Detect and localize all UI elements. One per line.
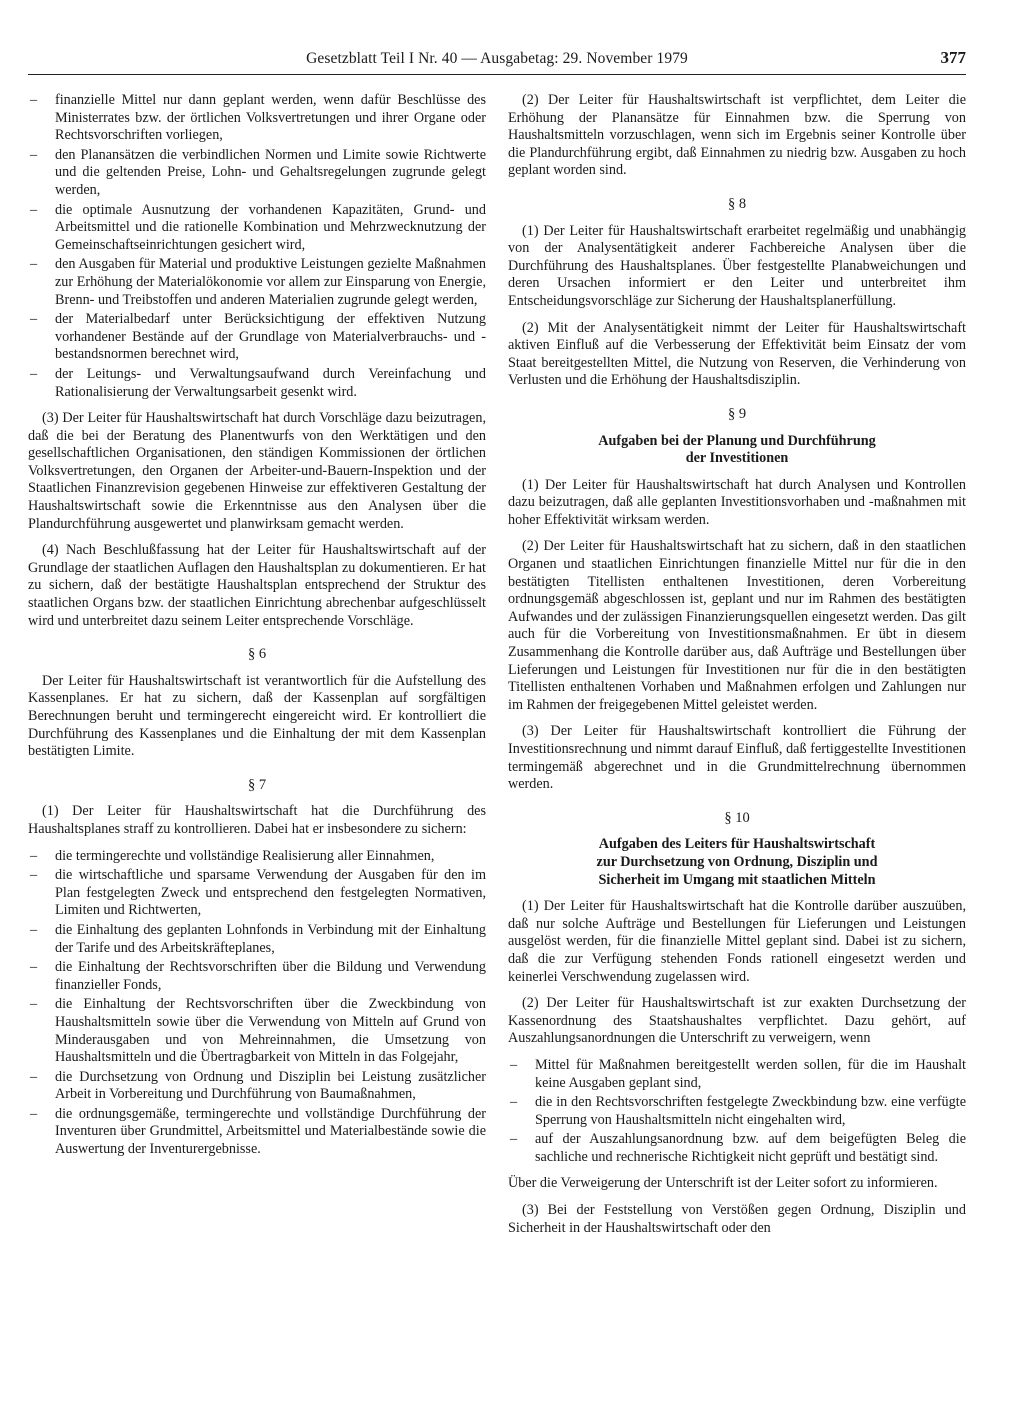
paragraph: (2) Der Leiter für Haushaltswirtschaft hat zu sichern, daß in den staatlichen Organen und staatlichen Einrichtungen finanzielle Mittel nur für die in den bestätigten Titellisten enthaltenen Investitionen, deren Vorbereitung ordnungsgemäß abgeschlossen ist, geplant und nur im Rahmen des bestätigten Aufwandes und der zulässigen Finanzierungsquellen eingesetzt werden. Das gilt auch für die Vorbereitung von Investitionsmaßnahmen. Er übt in diesem Zusammenhang die Kontrolle darüber aus, daß Aufträge und Bestellungen über Lieferungen und Leistungen für Investitionen nur für die in den bestätigten Titellisten enthaltenen Vorhaben und Maßnahmen erfolgen und Zahlungen nur im Rahmen der freigegebenen Mittel geleistet werden. (508, 538, 966, 713)
page-header (28, 48, 966, 75)
signature-refusal-list (508, 1057, 966, 1167)
list-item: – den Planansätzen die verbindlichen Normen und Limite sowie Richtwerte und die geltenden Preise, Lohn- und Gehaltsregelungen zugrunde gelegt werden, (28, 147, 486, 200)
paragraph: (1) Der Leiter für Haushaltswirtschaft hat die Kontrolle darüber auszuüben, daß nur solche Aufträge und Bestellungen für Lieferungen und Leistungen ausgelöst werden, für die finanzielle Mittel geplant sind. Dabei ist zu sichern, daß die zur Verfügung stehenden Fonds rationell eingesetzt werden und keinerlei Verschwendung zugelassen wird. (508, 898, 966, 985)
section-7-title: § 7 (247, 776, 267, 793)
list-item: – die Einhaltung des geplanten Lohnfonds in Verbindung mit der Einhaltung der Tarife und des Arbeitskräfteplanes, (28, 922, 486, 957)
list-item: – die in den Rechtsvorschriften festgelegte Zweckbindung bzw. eine verfügte Sperrung von Haushaltsmitteln nicht eingehalten wird, (508, 1094, 966, 1129)
control-duties-list (28, 848, 486, 1159)
section-9-title: § 9 (727, 405, 747, 422)
list-item: – die wirtschaftliche und sparsame Verwendung der Ausgaben für den im Plan festgelegten Zweck und entsprechend den festgelegten Normativen, Limiten und Richtwerten, (28, 867, 486, 920)
list-item: – die termingerechte und vollständige Realisierung aller Einnahmen, (28, 848, 486, 866)
list-item: – Mittel für Maßnahmen bereitgestellt werden sollen, für die im Haushalt keine Ausgaben geplant sind, (508, 1057, 966, 1092)
section-6-title: § 6 (247, 646, 267, 663)
list-item: – die Einhaltung der Rechtsvorschriften über die Zweckbindung von Haushaltsmitteln sowie über die Verwendung von Mitteln auf Grund von Minderausgaben und von Mehreinnahmen, die Umsetzung von Haushaltsmitteln und die Übertragbarkeit von Mitteln in das Folgejahr, (28, 996, 486, 1066)
budget-planning-list (28, 92, 486, 401)
paragraph: (1) Der Leiter für Haushaltswirtschaft hat die Durchführung des Haushaltsplanes straff zu kontrollieren. Dabei hat er insbesondere zu sichern: (28, 803, 486, 837)
paragraph: (2) Mit der Analysentätigkeit nimmt der Leiter für Haushaltswirtschaft aktiven Einfluß auf die Verbesserung der Effektivität beim Einsatz der vom Staat bereitgestellten Mittel, die Nutzung von Reserven, die Verhinderung von Verlusten und die Erhöhung der Haushaltsdisziplin. (508, 319, 966, 389)
section-8-title: § 8 (727, 195, 747, 212)
paragraph: (2) Der Leiter für Haushaltswirtschaft ist verpflichtet, dem Leiter die Erhöhung der Planansätze für Einnahmen bzw. die Sperrung von Haushaltsmitteln vorzuschlagen, wenn sich im Ergebnis seiner Kontrolle über die Plandurchführung ergibt, daß Einnahmen zu niedrig bzw. Ausgaben zu hoch geplant worden sind. (508, 92, 966, 179)
heading-line: Aufgaben des Leiters für Haushaltswirtschaft (598, 836, 876, 853)
heading-line: der Investitionen (685, 450, 789, 467)
right-column (508, 92, 966, 1246)
paragraph: (3) Der Leiter für Haushaltswirtschaft kontrolliert die Führung der Investitionsrechnung und nimmt darauf Einfluß, daß fertiggestellte Investitionen termingemäß abgerechnet und in die Grundmittelrechnung übernommen werden. (508, 723, 966, 793)
list-item: – der Leitungs- und Verwaltungsaufwand durch Vereinfachung und Rationalisierung der Verwaltungsarbeit gesenkt wird. (28, 366, 486, 401)
list-item: – den Ausgaben für Material und produktive Leistungen gezielte Maßnahmen zur Erhöhung der Materialökonomie vor allem zur Einsparung von Energie, Brenn- und Treibstoffen und anderen Materialien zugrunde gelegt werden, (28, 256, 486, 309)
list-item: – finanzielle Mittel nur dann geplant werden, wenn dafür Beschlüsse des Ministerrates bzw. der örtlichen Volksvertretungen und ihrer Organe oder Rechtsvorschriften vorliegen, (28, 92, 486, 145)
page-number: 377 (940, 48, 966, 67)
paragraph: Der Leiter für Haushaltswirtschaft ist verantwortlich für die Aufstellung des Kassenplanes. Er hat zu sichern, daß der Kassenplan auf sorgfältigen Berechnungen beruht und termingerecht eingereicht wird. Er kontrolliert die Durchführung des Kassenplanes und die Einhaltung der mit dem Kassenplan bestätigten Limite. (28, 672, 486, 760)
paragraph: (4) Nach Beschlußfassung hat der Leiter für Haushaltswirtschaft auf der Grundlage der staatlichen Auflagen den Haushaltsplan zu dokumentieren. Er hat zu sichern, daß der bestätigte Haushaltsplan entsprechend der Struktur des staatlichen Organs bzw. der staatlichen Einrichtung abrechenbar aufgeschlüsselt wird und unterbreitet dazu seinem Leiter entsprechende Vorschläge. (28, 542, 486, 629)
list-item: – die optimale Ausnutzung der vorhandenen Kapazitäten, Grund- und Arbeitsmittel und die rationelle Kombination und Mehrzwecknutzung der Gemeinschaftseinrichtungen gesichert wird, (28, 202, 486, 255)
heading-line: zur Durchsetzung von Ordnung, Disziplin und (596, 853, 878, 870)
heading-line: Sicherheit im Umgang mit staatlichen Mitteln (598, 871, 876, 888)
header-title: Gesetzblatt Teil I Nr. 40 — Ausgabetag: 29. November 1979 (306, 50, 688, 67)
paragraph: (1) Der Leiter für Haushaltswirtschaft erarbeitet regelmäßig und unabhängig von der Analysentätigkeit anderer Fachbereiche Analysen über die Durchführung des Haushaltsplanes. Über festgestellte Planabweichungen und deren Ursachen informiert er den Leiter und unterbreitet ihm Entscheidungsvorschläge zur Sicherung der Haushaltsplanerfüllung. (508, 222, 966, 309)
paragraph: (3) Der Leiter für Haushaltswirtschaft hat durch Vorschläge dazu beizutragen, daß die bei der Beratung des Planentwurfs von den Werktätigen und den gesellschaftlichen Organisationen, den ständigen Kommissionen der örtlichen Volksvertretungen, den Organen der Arbeiter-und-Bauern-Inspektion und der Staatlichen Finanzrevision gegebenen Hinweise zur effektiveren Gestaltung der Haushaltswirtschaft sowie die Erkenntnisse aus den Analysen über die Plandurchführung ausgewertet und planwirksam gemacht werden. (28, 410, 486, 532)
list-item: – die Durchsetzung von Ordnung und Disziplin bei Leistung zusätzlicher Arbeit in Vorbereitung und Durchführung von Baumaßnahmen, (28, 1069, 486, 1104)
left-column (28, 92, 486, 1168)
section-9-heading (508, 433, 966, 468)
section-10-heading (508, 836, 966, 889)
list-item: – auf der Auszahlungsanordnung bzw. auf dem beigefügten Beleg die sachliche und rechnerische Richtigkeit nicht geprüft und bestätigt sind. (508, 1131, 966, 1166)
list-item: – die Einhaltung der Rechtsvorschriften über die Bildung und Verwendung finanzieller Fonds, (28, 959, 486, 994)
paragraph: Über die Verweigerung der Unterschrift ist der Leiter sofort zu informieren. (508, 1175, 938, 1192)
section-10-title: § 10 (724, 809, 750, 826)
paragraph: (2) Der Leiter für Haushaltswirtschaft ist zur exakten Durchsetzung der Kassenordnung des Staatshaushaltes verpflichtet. Dazu gehört, auf Auszahlungsanordnungen die Unterschrift zu verweigern, wenn (508, 995, 966, 1047)
paragraph: (1) Der Leiter für Haushaltswirtschaft hat durch Analysen und Kontrollen dazu beizutragen, daß alle geplanten Investitionsvorhaben und -maßnahmen mit hoher Effektivität wirksam werden. (508, 476, 966, 528)
list-item: – der Materialbedarf unter Berücksichtigung der effektiven Nutzung vorhandener Bestände auf der Grundlage von Materialverbrauchs- und -bestandsnormen berechnet wird, (28, 311, 486, 364)
list-item: – die ordnungsgemäße, termingerechte und vollständige Durchführung der Inventuren über Grundmittel, Arbeitsmittel und Materialbestände sowie die Auswertung der Inventurergebnisse. (28, 1106, 486, 1159)
paragraph: (3) Bei der Feststellung von Verstößen gegen Ordnung, Disziplin und Sicherheit in der Haushaltswirtschaft oder den (508, 1202, 966, 1236)
heading-line: Aufgaben bei der Planung und Durchführung (598, 432, 876, 449)
